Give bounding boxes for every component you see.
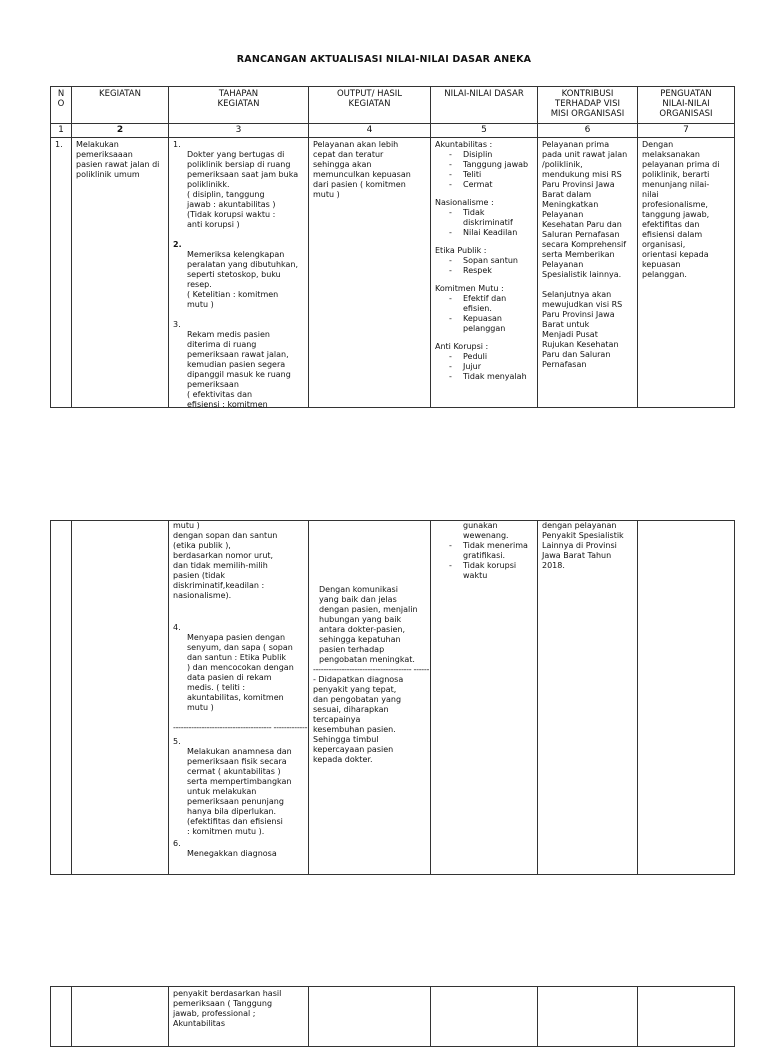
column-number: 3	[169, 124, 309, 138]
nilai-heading: Etika Publik :	[435, 246, 487, 255]
nilai-item: - Tanggung jawab	[449, 160, 533, 170]
row-number: 1.	[51, 138, 72, 408]
step-item: 6. Menegakkan diagnosa	[173, 839, 277, 858]
nilai-item: - Cermat	[449, 180, 533, 190]
nilai-item: - Efektif dan efisien.	[449, 294, 533, 314]
output-cell: Pelayanan akan lebih cepat dan teratur sehingga akan memunculkan kepuasan dari pasien ( komitmen mutu )	[309, 138, 431, 408]
kontribusi-paragraph: Pelayanan prima pada unit rawat jalan /poliklinik, mendukung misi RS Paru Provinsi Jawa Barat dalam Meningkatkan Pelayanan Kesehatan Paru dan Saluran Pernafasan secara Komprehensif serta Memberikan Pelayanan Spesialistik lainnya.	[542, 140, 628, 279]
header-kegiatan: KEGIATAN	[72, 87, 169, 124]
nilai-group	[435, 198, 533, 238]
output-paragraph: Dengan komunikasi yang baik dan jelas dengan pasien, menjalin hubungan yang baik antara dokter-pasien, sehingga kepatuhan pasien terhadap pengobatan meningkat.	[319, 585, 418, 664]
column-number: 7	[638, 124, 735, 138]
header-nilai: NILAI-NILAI DASAR	[431, 87, 538, 124]
column-number: 4	[309, 124, 431, 138]
nilai-item: - Tidak menerima gratifikasi.	[449, 541, 533, 561]
header-row	[51, 87, 735, 124]
tahapan-cell	[169, 521, 309, 875]
header-kontribusi: KONTRIBUSI TERHADAP VISI MISI ORGANISASI	[538, 87, 638, 124]
table-row	[51, 521, 735, 875]
output-cell	[309, 987, 431, 1047]
nilai-heading: Komitmen Mutu :	[435, 284, 504, 293]
activity-table-page-2	[50, 520, 735, 875]
activity-table-page-3	[50, 986, 735, 1047]
penguatan-cell	[638, 521, 735, 875]
nilai-item: - Jujur	[449, 362, 533, 372]
column-number: 2	[72, 124, 169, 138]
penguatan-cell	[638, 987, 735, 1047]
column-number: 1	[51, 124, 72, 138]
kegiatan-cell	[72, 987, 169, 1047]
tahapan-cell	[169, 138, 309, 408]
table-row	[51, 987, 735, 1047]
step-item: 4. Menyapa pasien dengan senyum, dan sapa ( sopan dan santun : Etika Publik ) dan mencocokan dengan data pasien di rekam medis. ( teliti : akuntabilitas, komitmen mutu )	[173, 623, 294, 712]
nilai-heading: Nasionalisme :	[435, 198, 494, 207]
nilai-item: - Teliti	[449, 170, 533, 180]
penguatan-cell: Dengan melaksanakan pelayanan prima di poliklinik, berarti menunjang nilai- nilai profesionalisme, tanggung jawab, efektifitas dan efisiensi dalam organisasi, orientasi kepada kepuasan pelanggan.	[638, 138, 735, 408]
nilai-group	[435, 342, 533, 382]
header-penguatan: PENGUATAN NILAI-NILAI ORGANISASI	[638, 87, 735, 124]
step-item: 2. Memeriksa kelengkapan peralatan yang dibutuhkan, seperti stetoskop, buku resep. ( Ketelitian : komitmen mutu )	[173, 240, 299, 309]
nilai-cell	[431, 138, 538, 408]
nilai-cell	[431, 987, 538, 1047]
kegiatan-cell: Melakukan pemeriksaaan pasien rawat jalan di poliklinik umum	[72, 138, 169, 408]
nilai-group	[435, 246, 533, 276]
nilai-item: - Sopan santun	[449, 256, 533, 266]
kegiatan-cell	[72, 521, 169, 875]
row-number	[51, 521, 72, 875]
nilai-continuation: gunakan wewenang.	[463, 521, 509, 540]
nilai-item: - Kepuasan pelanggan	[449, 314, 533, 334]
nilai-heading: Akuntabilitas :	[435, 140, 493, 149]
step-continuation: mutu ) dengan sopan dan santun (etika publik ), berdasarkan nomor urut, dan tidak memilih-milih pasien (tidak diskriminatif,keadilan : nasionalisme).	[173, 521, 278, 600]
separator-line: -------------------------------------- ------	[313, 665, 430, 674]
nilai-item: - Nilai Keadilan	[449, 228, 533, 238]
separator-line: -------------------------------------- -------------	[173, 723, 308, 732]
nilai-group	[435, 140, 533, 190]
table-row	[51, 138, 735, 408]
kontribusi-paragraph: Selanjutnya akan mewujudkan visi RS Paru Provinsi Jawa Barat untuk Menjadi Pusat Rujukan Kesehatan Paru dan Saluran Pernafasan	[542, 290, 623, 369]
nilai-item: - Tidak korupsi waktu	[449, 561, 533, 581]
header-output: OUTPUT/ HASIL KEGIATAN	[309, 87, 431, 124]
column-number: 6	[538, 124, 638, 138]
kontribusi-cell	[538, 138, 638, 408]
nilai-group	[435, 284, 533, 334]
nilai-heading: Anti Korupsi :	[435, 342, 489, 351]
step-item: 1. Dokter yang bertugas di poliklinik bersiap di ruang pemeriksaan saat jam buka poliklinikk. ( disiplin, tanggung jawab : akuntabilitas ) (Tidak korupsi waktu : anti korupsi )	[173, 140, 299, 229]
nilai-item: - Respek	[449, 266, 533, 276]
output-paragraph: - Didapatkan diagnosa penyakit yang tepat, dan pengobatan yang sesuai, diharapkan tercapainya kesembuhan pasien. Sehingga timbul kepercayaan pasien kepada dokter.	[313, 675, 404, 764]
header-no: N O	[51, 87, 72, 124]
header-tahapan: TAHAPAN KEGIATAN	[169, 87, 309, 124]
activity-table-page-1	[50, 86, 735, 408]
output-cell	[309, 521, 431, 875]
nilai-item: - Disiplin	[449, 150, 533, 160]
nilai-item: - Tidak diskriminatif	[449, 208, 533, 228]
kontribusi-cell: dengan pelayanan Penyakit Spesialistik Lainnya di Provinsi Jawa Barat Tahun 2018.	[538, 521, 638, 875]
document-title: RANCANGAN AKTUALISASI NILAI-NILAI DASAR ANEKA	[236, 54, 532, 65]
nilai-item: - Peduli	[449, 352, 533, 362]
nilai-cell	[431, 521, 538, 875]
column-number-row	[51, 124, 735, 138]
row-number	[51, 987, 72, 1047]
column-number: 5	[431, 124, 538, 138]
step-item: 3. Rekam medis pasien diterima di ruang pemeriksaan rawat jalan, kemudian pasien segera dipanggil masuk ke ruang pemeriksaan ( efektivitas dan efisiensi : komitmen	[173, 320, 291, 409]
nilai-item: - Tidak menyalah	[449, 372, 533, 382]
tahapan-cell: penyakit berdasarkan hasil pemeriksaan ( Tanggung jawab, professional ; Akuntabilitas	[169, 987, 309, 1047]
kontribusi-cell	[538, 987, 638, 1047]
step-item: 5. Melakukan anamnesa dan pemeriksaan fisik secara cermat ( akuntabilitas ) serta mempertimbangkan untuk melakukan pemeriksaan penunjang hanya bila diperlukan. (efektifitas dan efisiensi : komitmen mutu ).	[173, 737, 292, 836]
